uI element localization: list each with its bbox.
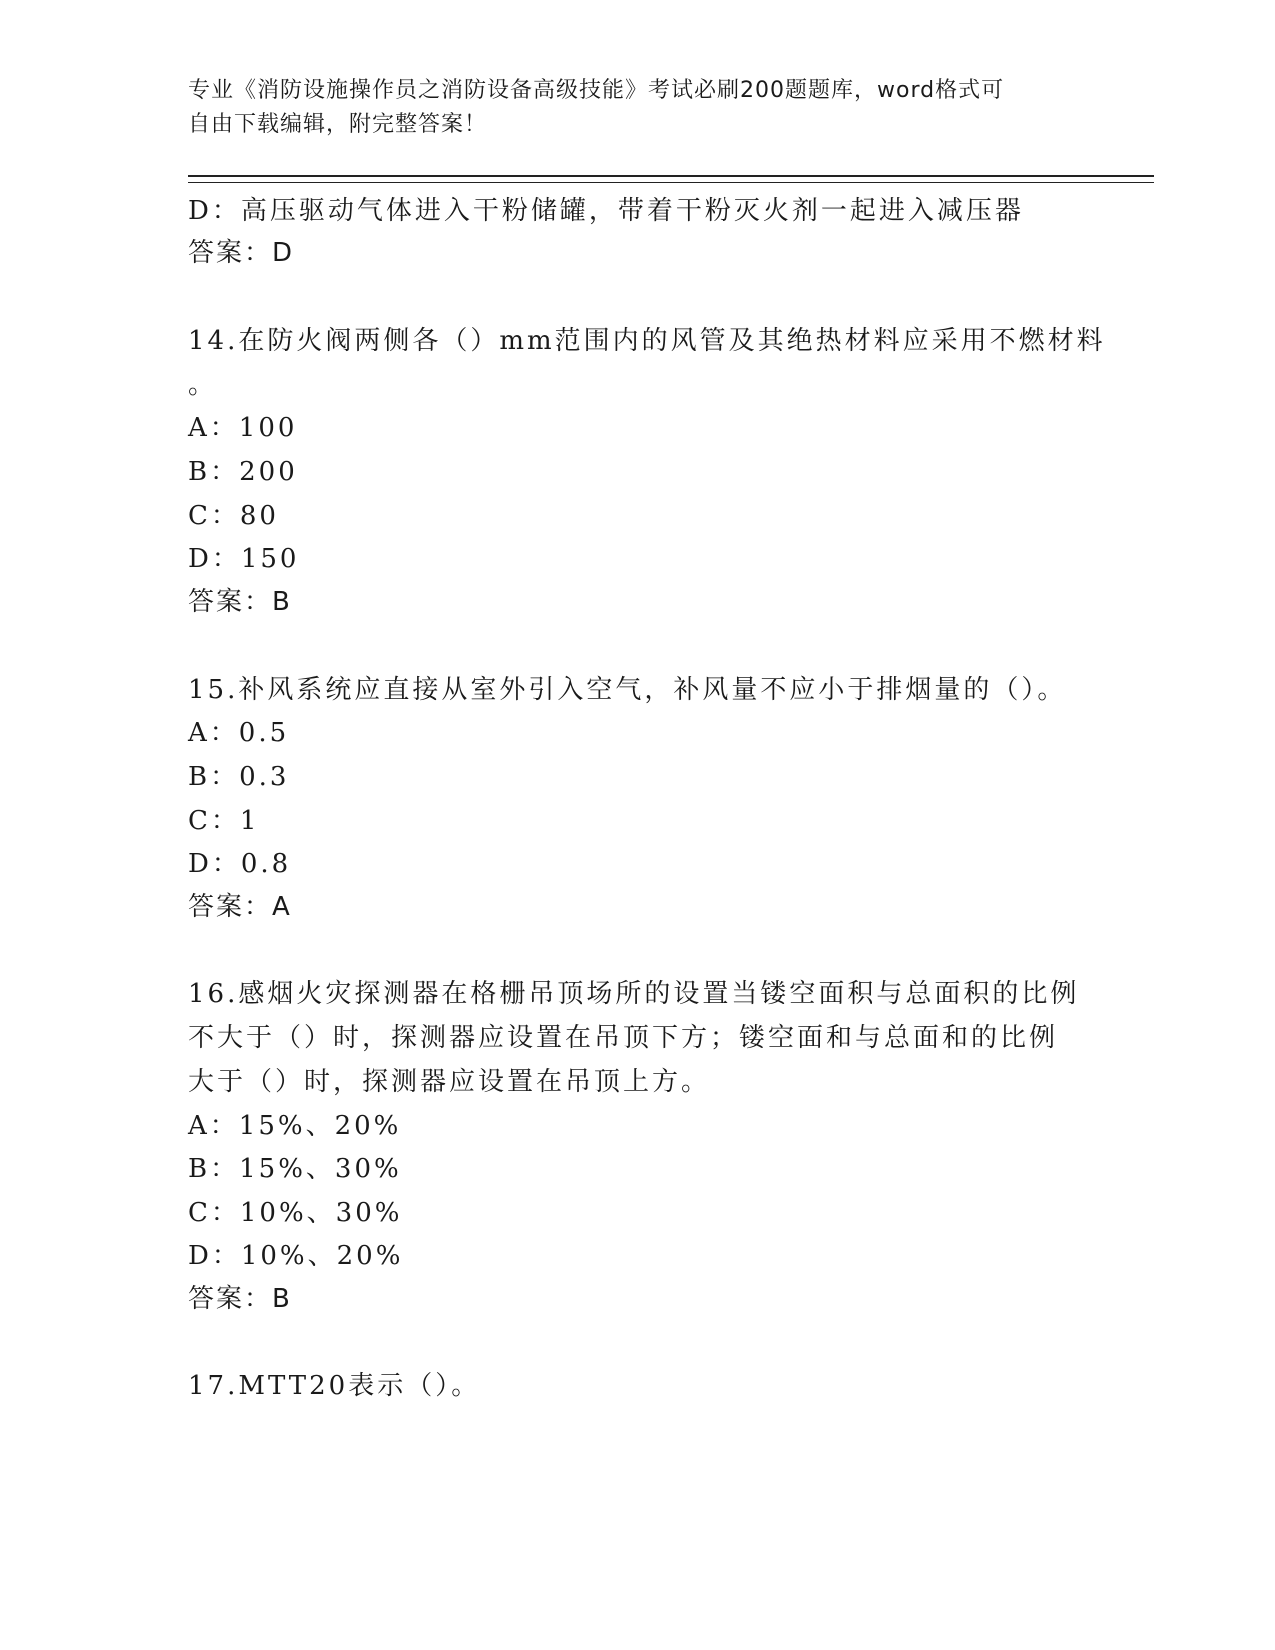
q16-option-a: A：15%、20%	[188, 1111, 402, 1141]
header-divider-thick	[188, 175, 1154, 177]
q17-stem-line-1: 17.MTT20表示（）。	[188, 1371, 481, 1401]
q14-answer: 答案：B	[188, 587, 292, 617]
q14-stem-line-1: 14.在防火阀两侧各（）mm范围内的风管及其绝热材料应采用不燃材料	[188, 326, 1106, 356]
q14-stem-line-2: 。	[188, 370, 218, 400]
q15-option-a: A：0.5	[188, 718, 290, 748]
q16-option-d: D：10%、20%	[188, 1241, 404, 1271]
q15-stem-line-1: 15.补风系统应直接从室外引入空气，补风量不应小于排烟量的（）。	[188, 675, 1067, 705]
q15-answer: 答案：A	[188, 892, 292, 922]
q16-stem-line-1: 16.感烟火灾探测器在格栅吊顶场所的设置当镂空面积与总面积的比例	[188, 979, 1080, 1009]
header-divider-thin	[188, 182, 1154, 183]
q16-option-b: B：15%、30%	[188, 1154, 402, 1184]
q14-option-a: A：100	[188, 413, 298, 443]
q16-stem-line-3: 大于（）时，探测器应设置在吊顶上方。	[188, 1067, 711, 1097]
q14-option-b: B：200	[188, 457, 298, 487]
header-line-1: 专业《消防设施操作员之消防设备高级技能》考试必刷200题题库，word格式可	[188, 78, 1005, 103]
q15-option-c: C：1	[188, 806, 260, 836]
q16-stem-line-2: 不大于（）时，探测器应设置在吊顶下方；镂空面和与总面和的比例	[188, 1023, 1059, 1053]
q16-option-c: C：10%、30%	[188, 1198, 403, 1228]
prev-option-d: D：高压驱动气体进入干粉储罐，带着干粉灭火剂一起进入减压器	[188, 196, 1024, 226]
q14-option-c: C：80	[188, 501, 279, 531]
q15-option-d: D：0.8	[188, 849, 292, 879]
q14-option-d: D：150	[188, 544, 300, 574]
prev-answer: 答案：D	[188, 238, 295, 268]
q15-option-b: B：0.3	[188, 762, 290, 792]
document-header	[188, 74, 1088, 142]
q16-answer: 答案：B	[188, 1284, 292, 1314]
header-line-2: 自由下载编辑，附完整答案！	[188, 112, 488, 137]
